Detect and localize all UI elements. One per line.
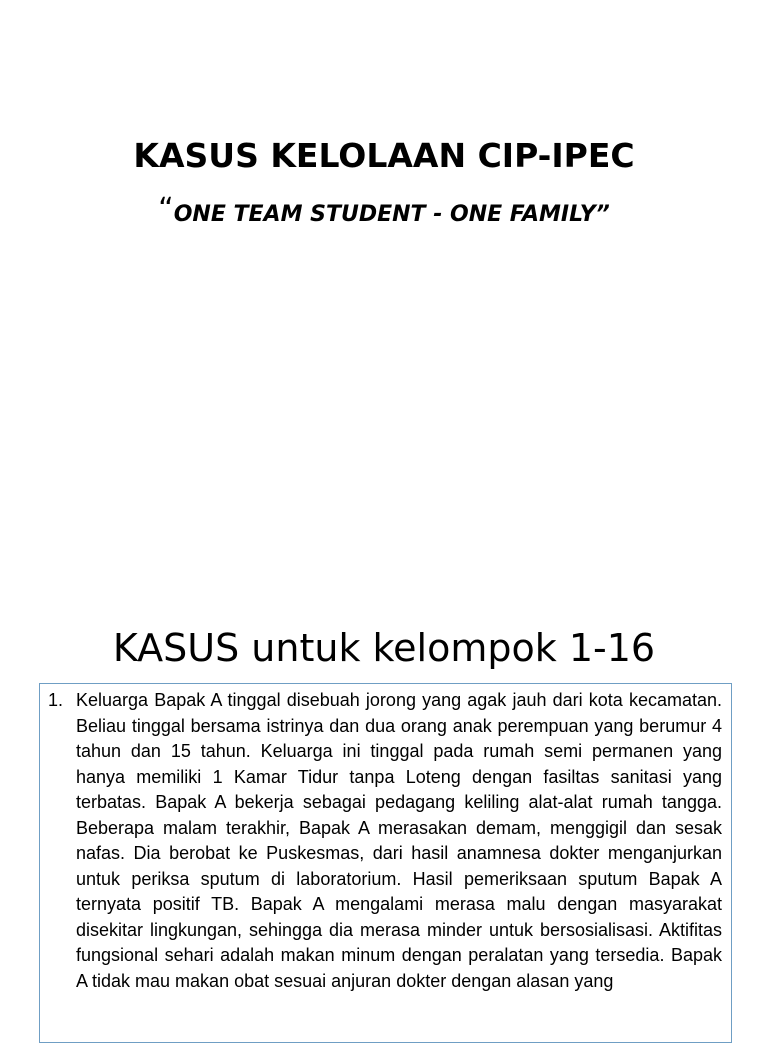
subtitle-close-quote: ” [595,202,610,227]
case-text-box [39,683,732,1043]
case-list-item [48,688,722,994]
slide-subtitle [0,192,768,227]
section-heading: KASUS untuk kelompok 1-16 [112,626,656,670]
slide-title: KASUS KELOLAAN CIP-IPEC [133,136,635,175]
case-description: Keluarga Bapak A tinggal disebuah jorong yang agak jauh dari kota kecamatan. Beliau tinggal bersama istrinya dan dua orang anak perempuan yang berumur 4 tahun dan 15 tahun. Keluarga ini tinggal pada rumah semi permanen yang hanya memiliki 1 Kamar Tidur tanpa Loteng dengan fasiltas sanitasi yang terbatas. Bapak A bekerja sebagai pedagang keliling alat-alat rumah tangga. Beberapa malam terakhir, Bapak A merasakan demam, menggigil dan sesak nafas. Dia berobat ke Puskesmas, dari hasil anamnesa dokter menganjurkan untuk periksa sputum di laboratorium. Hasil pemeriksaan sputum Bapak A ternyata positif TB. Bapak A mengalami merasa malu dengan masyarakat disekitar lingkungan, sehingga dia merasa minder untuk bersosialisasi. Aktifitas fungsional sehari adalah makan minum dengan peralatan yang tersedia. Bapak A tidak mau makan obat sesuai anjuran dokter dengan alasan yang [76,690,722,991]
case-number: 1. [48,690,64,710]
subtitle-open-quote: “ [158,192,174,227]
subtitle-text: ONE TEAM STUDENT - ONE FAMILY [173,202,596,227]
